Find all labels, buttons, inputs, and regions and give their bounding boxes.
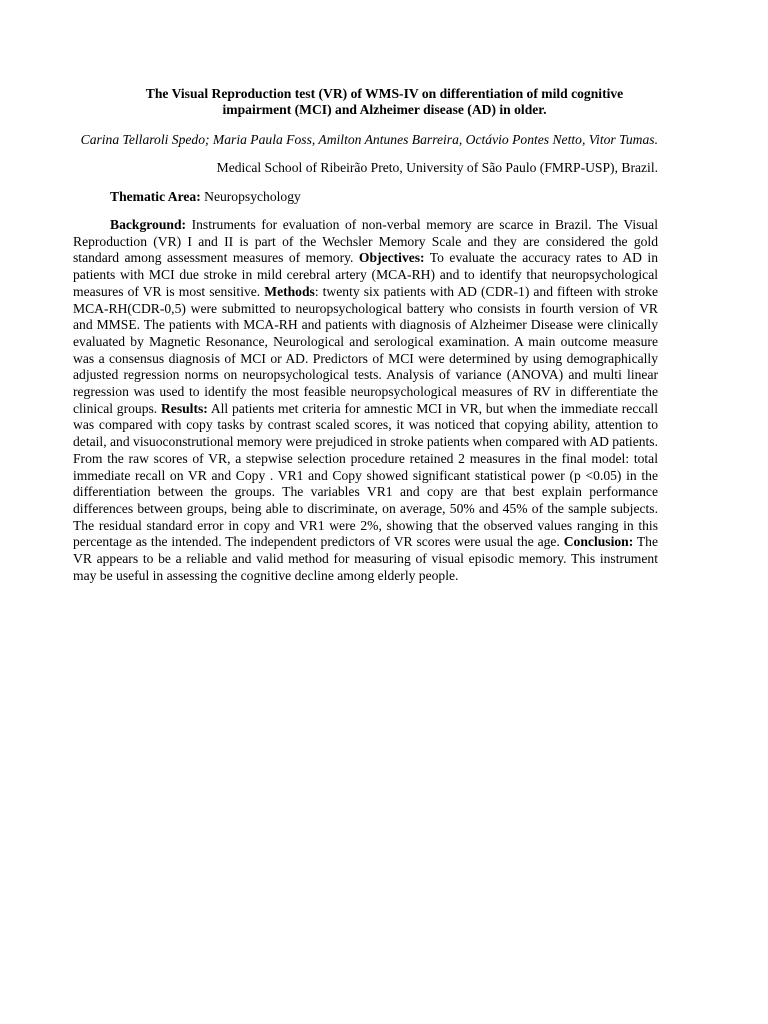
methods-text: : twenty six patients with AD (CDR-1) and fifteen with stroke MCA-RH(CDR-0,5) were submitted to neuropsychological battery who consists in fourth version of VR and MMSE. The patients with MCA-RH and patients with diagnosis of Alzheimer Disease were clinically evaluated by Magnetic Resonance, Neurological and serological examination. A main outcome measure was a consensus diagnosis of MCI or AD. Predictors of MCI were determined by using demographically adjusted regression norms on neuropsychological tests. Analysis of variance (ANOVA) and multi linear regression was used to identify the most feasible neuropsychological measures of RV in differentiate the clinical groups. [73, 283, 658, 416]
background-text: Instruments for evaluation of non-verbal memory are scarce in Brazil. The Visual Reproduction (VR) I and II is part of the Wechsler Memory Scale and they are considered the gold standard among assessment measures of memory. [73, 217, 658, 266]
paper-title: The Visual Reproduction test (VR) of WMS-IV on differentiation of mild cognitive impairment (MCI) and Alzheimer disease (AD) in older. [145, 86, 624, 117]
objectives-text: To evaluate the accuracy rates to AD in patients with MCI due stroke in mild cerebral artery (MCA-RH) and to identify that neuropsychological measures of VR is most sensitive. [73, 250, 658, 299]
objectives-label: Objectives: [358, 250, 425, 266]
author-list: Carina Tellaroli Spedo; Maria Paula Foss, Amilton Antunes Barreira, Octávio Pontes Netto, Vitor Tumas. [80, 132, 658, 147]
results-label: Results: [160, 400, 208, 416]
conclusion-label: Conclusion: [563, 534, 634, 550]
thematic-area-value: Neuropsychology [200, 189, 301, 204]
background-label: Background: [110, 217, 187, 232]
abstract-page [73, 86, 658, 584]
methods-label: Methods [264, 283, 315, 299]
abstract-body [73, 217, 658, 584]
affiliation: Medical School of Ribeirão Preto, University of São Paulo (FMRP-USP), Brazil. [216, 160, 658, 175]
thematic-area-label: Thematic Area: [110, 189, 201, 204]
thematic-area [110, 188, 658, 205]
results-text: All patients met criteria for amnestic MCI in VR, but when the immediate reccall was compared with copy tasks by contrast scaled scores, it was noticed that copying ability, attention to detail, and visuoconstrutional memory were prejudiced in stroke patients when compared with AD patients. From the raw scores of VR, a stepwise selection procedure retained 2 measures in the final model: total immediate recall on VR and Copy . VR1 and Copy showed significant statistical power (p <0.05) in the differentiation between the groups. The variables VR1 and copy are that best explain performance differences between groups, being able to discriminate, on average, 50% and 45% of the sample subjects. The residual standard error in copy and VR1 were 2%, showing that the observed values ranging in this percentage as the intended. The independent predictors of VR scores were usual the age. [73, 400, 658, 550]
conclusion-text: The VR appears to be a reliable and valid method for measuring of visual episodic memory. This instrument may be useful in assessing the cognitive decline among elderly people. [73, 534, 658, 583]
